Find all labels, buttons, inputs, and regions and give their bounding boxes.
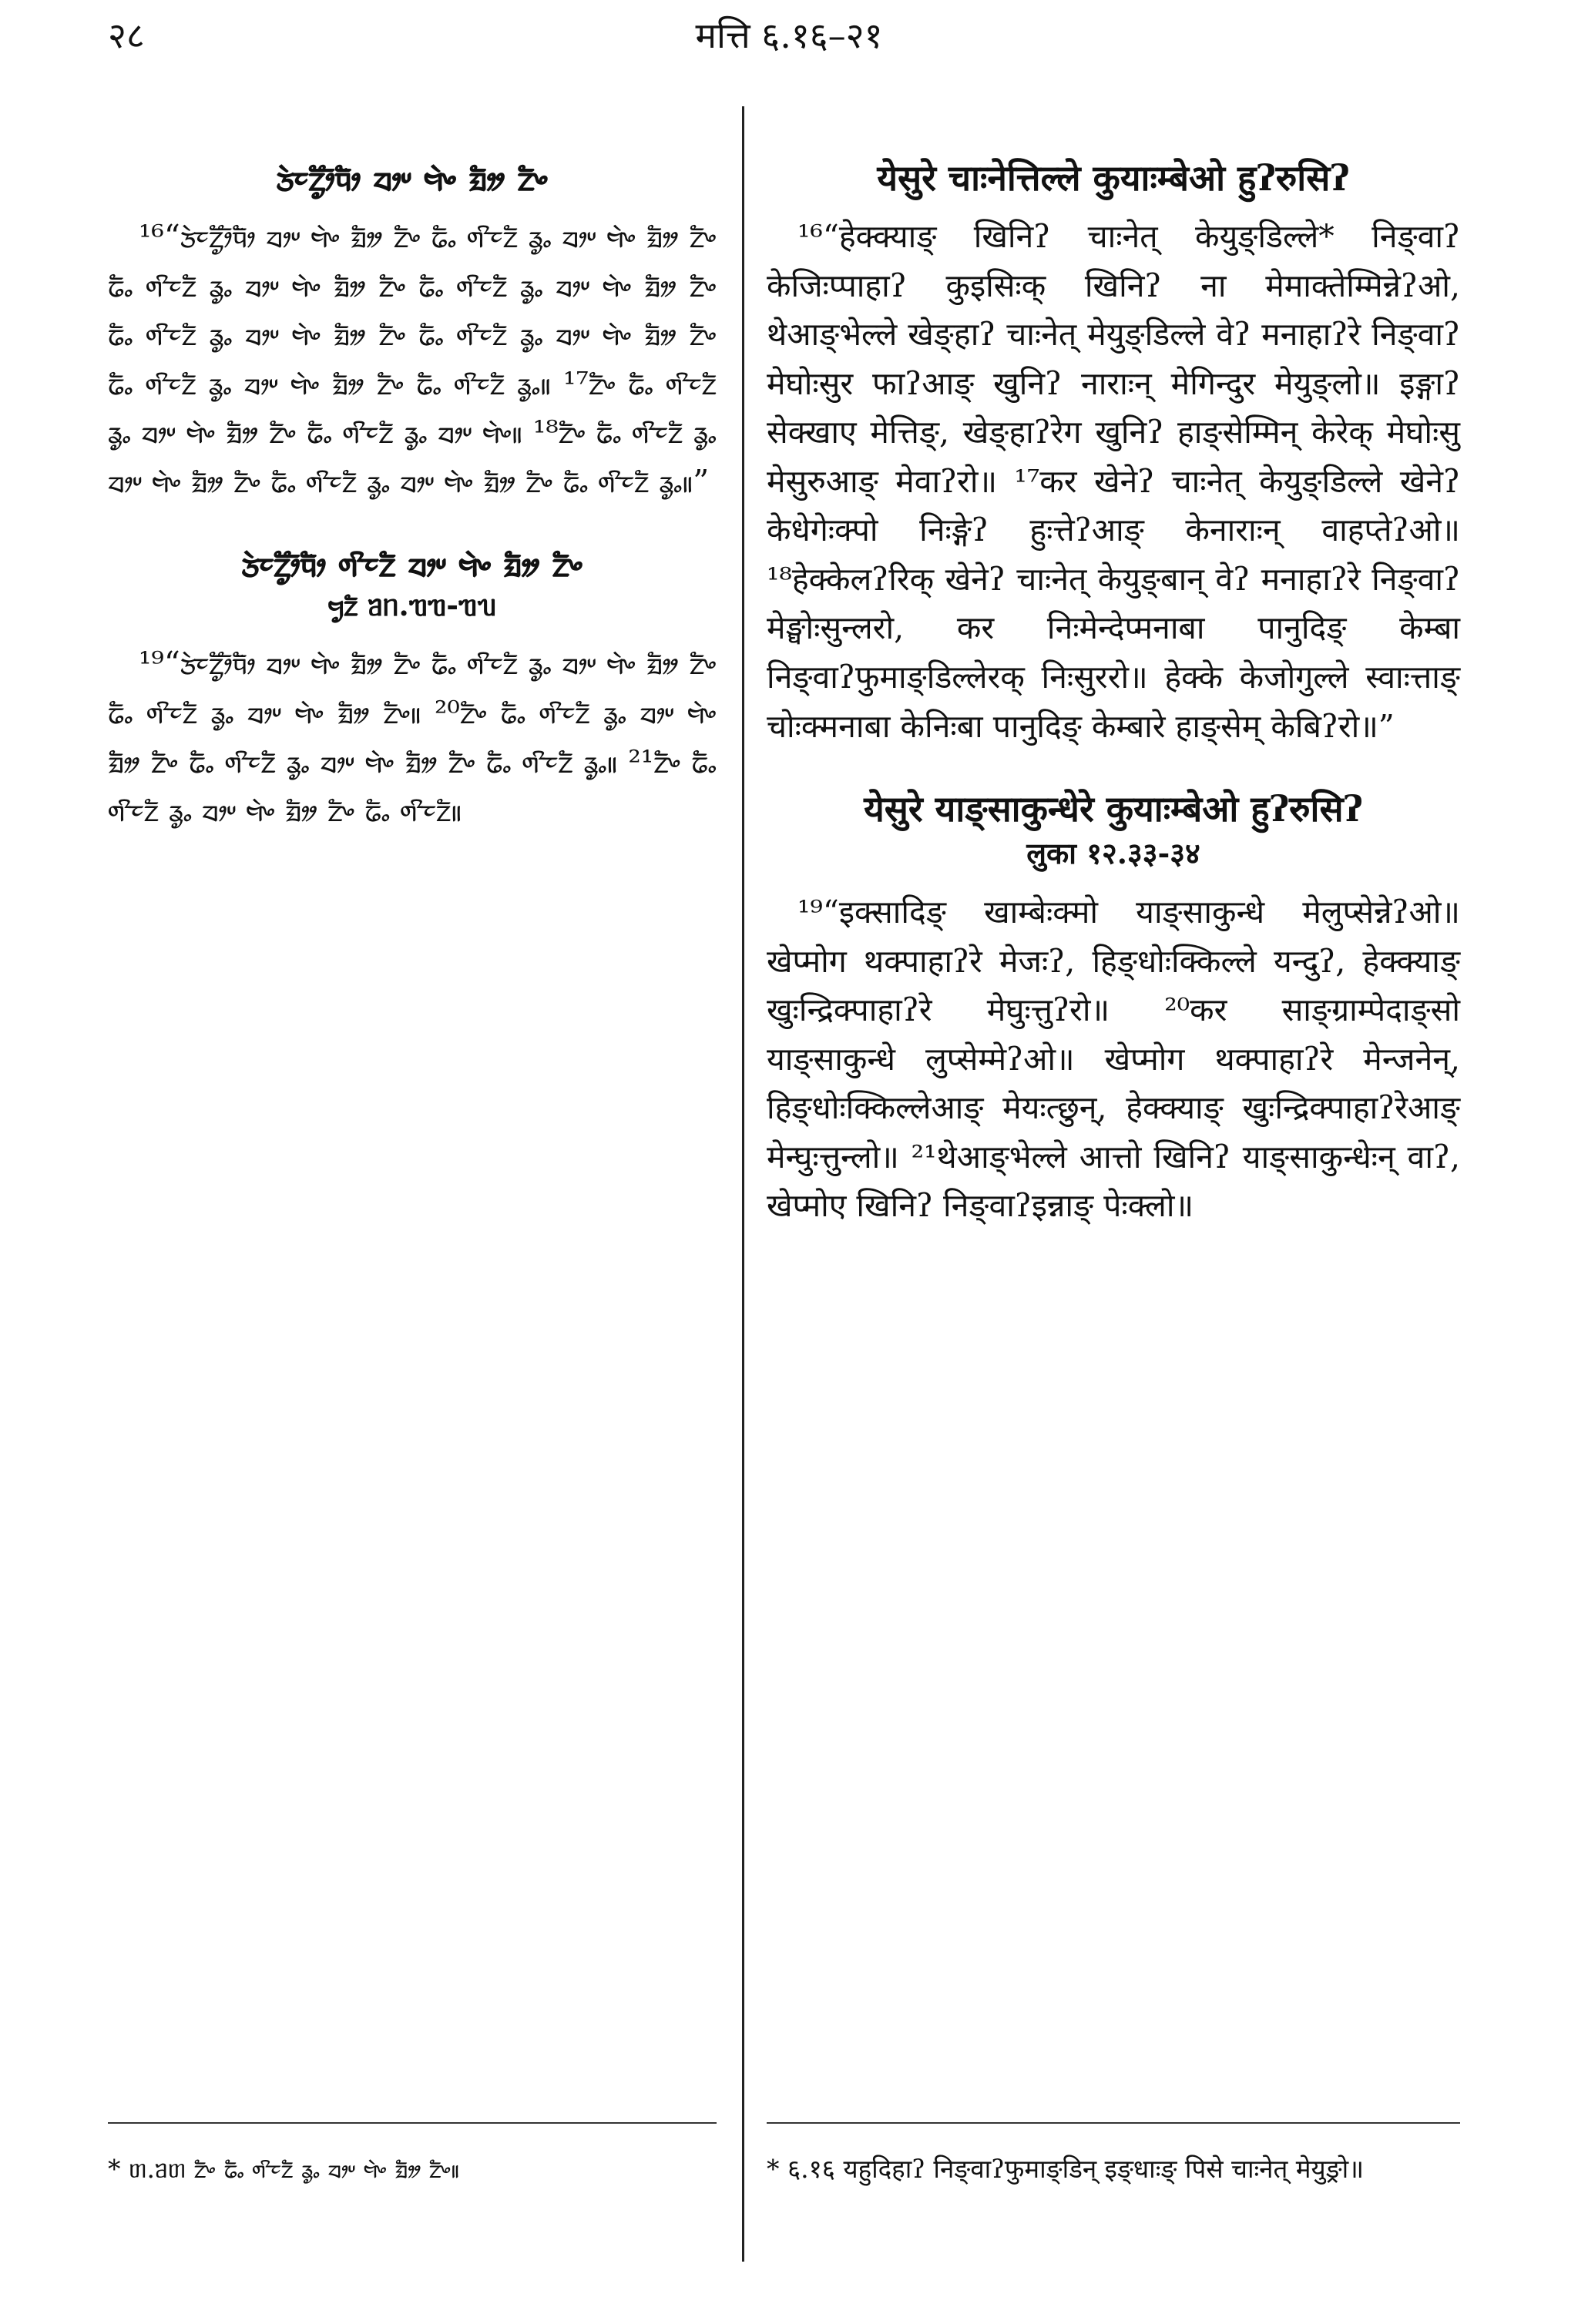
footnote: * ᥖ.ᥑᥖ ᤁᤠᤴ ᤒᤠᤱ ᤛᤡᤰᤁᤠ ᤕᤢᤱ ᤔᤣᤸ ᤗᤧᤴ ᤀᤦ ᤁᤠᤴ॥ <box>108 2154 460 2184</box>
section-heading: ᤍᤧᤰᤁᤢᤥᤠᤄ᤺ᤥ ᤛᤡᤰᤁᤠ ᤔᤣᤸ ᤗᤧᤴ ᤀᤦ ᤁᤠᤴ <box>241 543 583 585</box>
column-divider <box>742 106 744 2262</box>
scripture-paragraph: ¹⁶“हेक्क्याङ् खिनिʔ चाःनेत् केयुङ्डिल्ले* निङ्वाʔ केजिःप्पाहाʔ कुइसिःक् खिनिʔ ना मेमाक्तेम्मिन्नेʔओ, थेआङ्भेल्ले खेङ्हाʔ चाःनेत् मेयुङ्डिल्ले वेʔ मनाहाʔरे निङ्वाʔ मेघोःसुर फाʔआङ् खुनिʔ नाराःन् मेगिन्दुर मेयुङ्लो॥ इङ्गाʔ सेक्खाए मेत्तिङ्, खेङ्हाʔरेग खुनिʔ हाङ्सेम्मिन् केरेक् मेघोःसु मेसुरुआङ् मेवाʔरो॥ ¹⁷कर खेनेʔ चाःनेत् केयुङ्डिल्ले खेनेʔ केधेगेःक्पो निःङ्गेʔ हुःत्तेʔआङ् केनाराःन् वाहप्तेʔओ॥ ¹⁸हेक्केलʔरिक् खेनेʔ चाःनेत् केयुङ्बान् वेʔ मनाहाʔरे निङ्वाʔ मेङ्घोःसुन्लरो, कर निःमेन्देप्मनाबा पानुदिङ् केम्बा निङ्वाʔफुमाङ्डिल्लेरक् निःसुररो॥ हेक्के केजोगुल्ले स्वाःत्ताङ् चोःक्मनाबा केनिःबा पानुदिङ् केम्बारे हाङ्सेम् केबिʔरो॥” <box>767 218 1460 745</box>
left-column <box>108 154 717 836</box>
section-heading: ᤍᤧᤰᤁᤢᤥᤠᤄ᤺ᤥ ᤔᤣᤸ ᤗᤧᤴ ᤀᤦ ᤁᤠᤴ <box>276 157 549 199</box>
section-heading: येसुरे याङ्साकुन्धेरे कुयाःम्बेओ हुʔरुसिʔ <box>864 788 1363 830</box>
running-title: मत्ति ६.१६–२१ <box>695 15 883 56</box>
footnote: * ६.१६ यहुदिहाʔ निङ्वाʔफुमाङ्डिन् इङ्धाःङ् पिसे चाःनेत् मेयुङ्रो॥ <box>767 2154 1364 2184</box>
right-column <box>767 154 1460 1231</box>
cross-reference: लुका १२.३३-३४ <box>1026 836 1200 871</box>
footnote-rule <box>108 2122 717 2124</box>
scripture-paragraph: ¹⁹“ᤍᤧᤰᤁᤢᤥᤠᤄ᤺ᤥ ᤔᤣᤸ ᤗᤧᤴ ᤀᤦ ᤁᤠᤴ ᤒᤠᤱ ᤛᤡᤰᤁᤠ ᤕᤢᤱ ᤔᤣᤸ ᤗᤧᤴ ᤀᤦ ᤁᤠᤴ ᤒᤠᤱ ᤛᤡᤰᤁᤠ ᤕᤢᤱ ᤔᤣᤸ ᤗᤧᤴ ᤀᤦ ᤁᤠᤴ॥ ²⁰ᤁᤠᤴ ᤒᤠᤱ ᤛᤡᤰᤁᤠ ᤕᤢᤱ ᤔᤣᤸ ᤗᤧᤴ ᤀᤦ ᤁᤠᤴ ᤒᤠᤱ ᤛᤡᤰᤁᤠ ᤕᤢᤱ ᤔᤣᤸ ᤗᤧᤴ ᤀᤦ ᤁᤠᤴ ᤒᤠᤱ ᤛᤡᤰᤁᤠ ᤕᤢᤱ॥ ²¹ᤁᤠᤴ ᤒᤠᤱ ᤛᤡᤰᤁᤠ ᤕᤢᤱ ᤔᤣᤸ ᤗᤧᤴ ᤀᤦ ᤁᤠᤴ ᤒᤠᤱ ᤛᤡᤰᤁᤠ॥ <box>108 645 717 830</box>
section-heading: येसुरे चाःनेत्तिल्ले कुयाःम्बेओ हुʔरुसिʔ <box>877 157 1350 199</box>
page-number: २८ <box>108 15 145 56</box>
footnote-rule <box>767 2122 1460 2124</box>
scripture-paragraph: ¹⁹“इक्सादिङ् खाम्बेःक्मो याङ्साकुन्धे मेलुप्सेन्नेʔओ॥ खेप्मोग थक्पाहाʔरे मेजःʔ, हिङ्धोःक्किल्ले यन्दुʔ, हेक्क्याङ् खुःन्द्रिक्पाहाʔरे मेघुःत्तुʔरो॥ ²⁰कर साङ्ग्राम्पेदाङ्सो याङ्साकुन्धे लुप्सेम्मेʔओ॥ खेप्मोग थक्पाहाʔरे मेन्जनेन्, हिङ्धोःक्किल्लेआङ् मेयःत्छुन्, हेक्क्याङ् खुःन्द्रिक्पाहाʔरेआङ् मेन्घुःत्तुन्लो॥ ²¹थेआङ्भेल्ले आत्तो खिनिʔ याङ्साकुन्धेःन् वाʔ, खेप्मोए खिनिʔ निङ्वाʔइन्नाङ् पेःक्लो॥ <box>767 894 1460 1225</box>
scripture-paragraph: ¹⁶“ᤍᤧᤰᤁᤢᤥᤠᤄ᤺ᤥ ᤔᤣᤸ ᤗᤧᤴ ᤀᤦ ᤁᤠᤴ ᤒᤠᤱ ᤛᤡᤰᤁᤠ ᤕᤢᤱ ᤔᤣᤸ ᤗᤧᤴ ᤀᤦ ᤁᤠᤴ ᤒᤠᤱ ᤛᤡᤰᤁᤠ ᤕᤢᤱ ᤔᤣᤸ ᤗᤧᤴ ᤀᤦ ᤁᤠᤴ ᤒᤠᤱ ᤛᤡᤰᤁᤠ ᤕᤢᤱ ᤔᤣᤸ ᤗᤧᤴ ᤀᤦ ᤁᤠᤴ ᤒᤠᤱ ᤛᤡᤰᤁᤠ ᤕᤢᤱ ᤔᤣᤸ ᤗᤧᤴ ᤀᤦ ᤁᤠᤴ ᤒᤠᤱ ᤛᤡᤰᤁᤠ ᤕᤢᤱ ᤔᤣᤸ ᤗᤧᤴ ᤀᤦ ᤁᤠᤴ ᤒᤠᤱ ᤛᤡᤰᤁᤠ ᤕᤢᤱ ᤔᤣᤸ ᤗᤧᤴ ᤀᤦ ᤁᤠᤴ ᤒᤠᤱ ᤛᤡᤰᤁᤠ ᤕᤢᤱ॥ ¹⁷ᤁᤠᤴ ᤒᤠᤱ ᤛᤡᤰᤁᤠ ᤕᤢᤱ ᤔᤣᤸ ᤗᤧᤴ ᤀᤦ ᤁᤠᤴ ᤒᤠᤱ ᤛᤡᤰᤁᤠ ᤕᤢᤱ ᤔᤣᤸ ᤗᤧᤴ॥ ¹⁸ᤁᤠᤴ ᤒᤠᤱ ᤛᤡᤰᤁᤠ ᤕᤢᤱ ᤔᤣᤸ ᤗᤧᤴ ᤀᤦ ᤁᤠᤴ ᤒᤠᤱ ᤛᤡᤰᤁᤠ ᤕᤢᤱ ᤔᤣᤸ ᤗᤧᤴ ᤀᤦ ᤁᤠᤴ ᤒᤠᤱ ᤛᤡᤰᤁᤠ ᤕᤢᤱ॥” <box>108 218 717 500</box>
cross-reference: ᤗᤢᤁᤠ ᥑᥒ.ᥓᥓ-ᥓᥔ <box>327 588 497 623</box>
